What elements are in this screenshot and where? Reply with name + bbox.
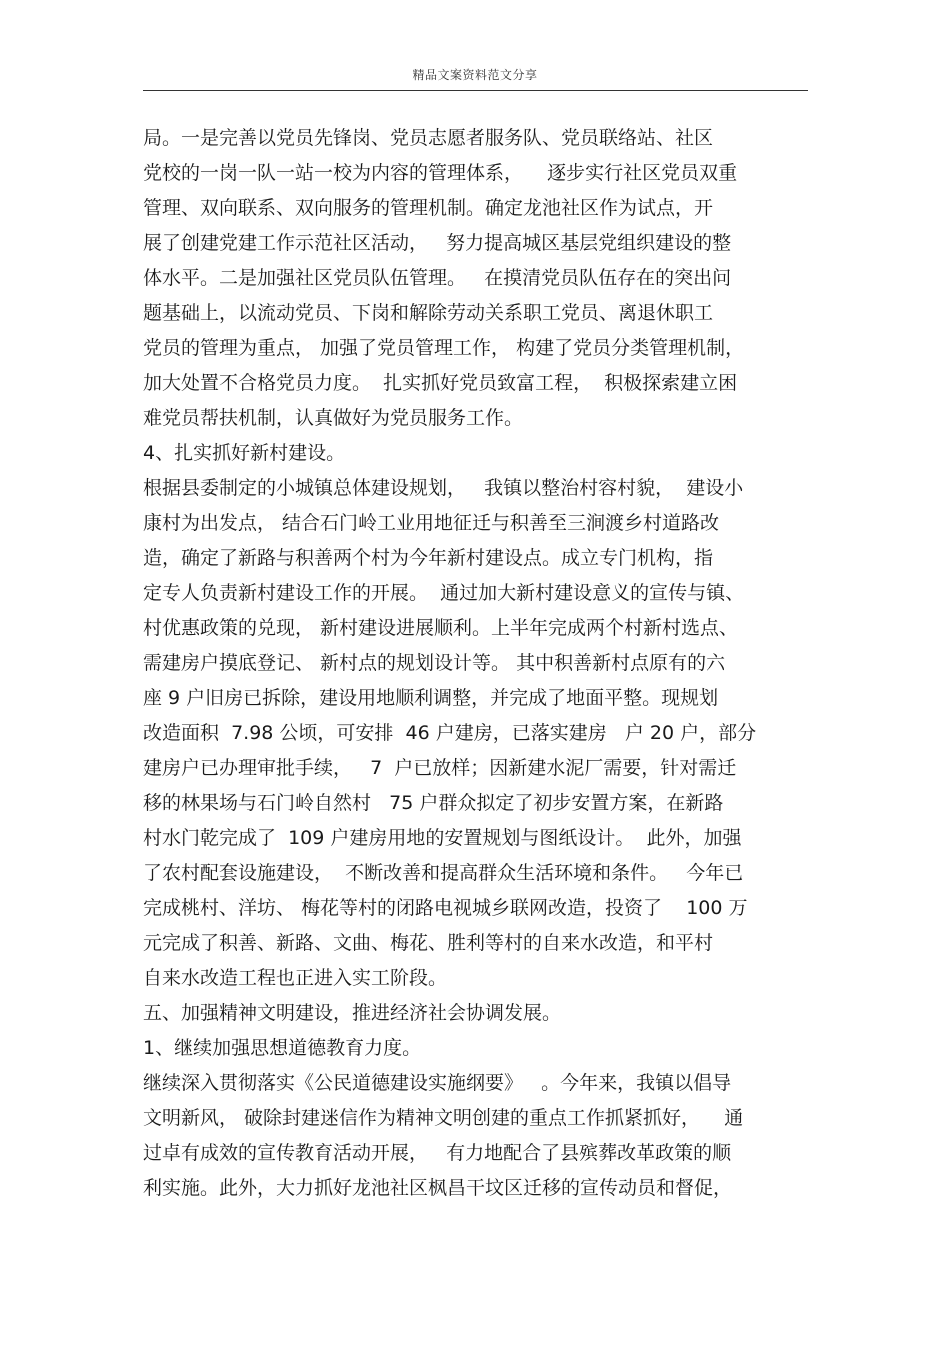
text-line: 局。一是完善以党员先锋岗、党员志愿者服务队、党员联络站、社区 [143,127,714,149]
text-line: 完成桃村、洋坊、 梅花等村的闭路电视城乡联网改造，投资了 100 万 [143,897,748,919]
text-line: 体水平。二是加强社区党员队伍管理。 在摸清党员队伍存在的突出问 [143,267,732,289]
text-line: 根据县委制定的小城镇总体建设规划， 我镇以整治村容村貌， 建设小 [143,477,744,499]
text-line: 过卓有成效的宣传教育活动开展， 有力地配合了县殡葬改革政策的顺 [143,1142,732,1164]
header-divider [143,90,808,91]
text-line: 元完成了积善、新路、文曲、梅花、胜利等村的自来水改造，和平村 [143,932,714,954]
text-line: 建房户已办理审批手续， 7 户已放样；因新建水泥厂需要，针对需迁 [143,757,737,779]
text-line: 定专人负责新村建设工作的开展。 通过加大新村建设意义的宣传与镇、 [143,582,745,604]
text-line: 了农村配套设施建设， 不断改善和提高群众生活环境和条件。 今年已 [143,862,744,884]
text-line: 改造面积 7.98 公顷，可安排 46 户建房，已落实建房 户 20 户，部分 [143,722,757,744]
text-line: 座 9 户旧房已拆除，建设用地顺利调整，并完成了地面平整。现规划 [143,687,719,709]
document-body [143,121,813,1206]
text-line: 党校的一岗一队一站一校为内容的管理体系， 逐步实行社区党员双重 [143,162,738,184]
text-line: 展了创建党建工作示范社区活动， 努力提高城区基层党组织建设的整 [143,232,732,254]
section-heading: 五、加强精神文明建设，推进经济社会协调发展。 [143,1002,562,1024]
text-line: 移的林果场与石门岭自然村 75 户群众拟定了初步安置方案，在新路 [143,792,724,814]
section-heading: 4、扎实抓好新村建设。 [143,442,346,464]
text-line: 需建房户摸底登记、 新村点的规划设计等。 其中积善新村点原有的六 [143,652,726,674]
text-line: 利实施。此外，大力抓好龙池社区枫昌干坟区迁移的宣传动员和督促， [143,1177,733,1199]
section-heading: 1、继续加强思想道德教育力度。 [143,1037,422,1059]
text-line: 难党员帮扶机制，认真做好为党员服务工作。 [143,407,524,429]
text-line: 党员的管理为重点， 加强了党员管理工作， 构建了党员分类管理机制， [143,337,745,359]
text-line: 村水门乾完成了 109 户建房用地的安置规划与图纸设计。 此外，加强 [143,827,742,849]
text-line: 造，确定了新路与积善两个村为今年新村建设点。成立专门机构，指 [143,547,714,569]
text-line: 加大处置不合格党员力度。 扎实抓好党员致富工程， 积极探索建立困 [143,372,738,394]
text-line: 题基础上，以流动党员、下岗和解除劳动关系职工党员、离退休职工 [143,302,714,324]
text-line: 管理、双向联系、双向服务的管理机制。确定龙池社区作为试点，开 [143,197,714,219]
page-header: 精品文案资料范文分享 [412,68,538,82]
text-line: 康村为出发点， 结合石门岭工业用地征迁与积善至三涧渡乡村道路改 [143,512,720,534]
text-line: 文明新风， 破除封建迷信作为精神文明创建的重点工作抓紧抓好， 通 [143,1107,744,1129]
text-line: 继续深入贯彻落实《公民道德建设实施纲要》 。今年来，我镇以倡导 [143,1072,732,1094]
text-line: 自来水改造工程也正进入实工阶段。 [143,967,448,989]
text-line: 村优惠政策的兑现， 新村建设进展顺利。上半年完成两个村新村选点、 [143,617,739,639]
